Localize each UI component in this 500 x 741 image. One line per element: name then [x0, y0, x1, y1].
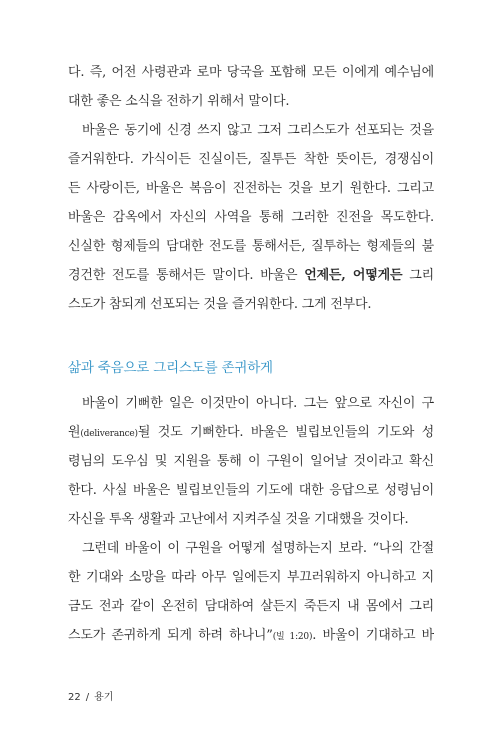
text-line: 다. 즉, 어전 사령관과 로마 당국을 포함해 모든 이에게 예수님에 [68, 65, 434, 80]
text-fragment: 스도가 존귀하게 되게 하려 하나니” [68, 628, 273, 643]
page-number: 22 [68, 692, 81, 703]
paragraph-2 [68, 116, 434, 319]
text-line: 즐거워한다. 가식이든 진실이든, 질투든 착한 뜻이든, 경쟁심이 [68, 152, 434, 167]
text-line: 그런데 바울이 이 구원을 어떻게 설명하는지 보라. “나의 간절 [82, 541, 434, 556]
text-line: 금도 전과 같이 온전히 담대하여 살든지 죽든지 내 몸에서 그리 [68, 599, 434, 614]
paragraph-1 [68, 58, 434, 116]
text-fragment: . 바울이 기대하고 바 [312, 628, 434, 643]
text-line: 바울은 감옥에서 자신의 사역을 통해 그러한 진전을 목도한다. [68, 210, 434, 225]
footer-separator: / [85, 692, 90, 703]
text-fragment: 원 [68, 425, 81, 440]
scripture-reference: (빌 1:20) [272, 632, 313, 642]
text-line-with-emphasis [68, 261, 434, 290]
section-heading: 삶과 죽음으로 그리스도를 존귀하게 [68, 360, 273, 376]
text-line: 자신을 투옥 생활과 고난에서 지켜주실 것을 기대했을 것이다. [68, 512, 409, 527]
text-line: 신실한 형제들의 담대한 전도를 통해서든, 질투하는 형제들의 불 [68, 239, 434, 254]
text-line: 령님의 도우심 및 지원을 통해 이 구원이 일어날 것이라고 확신 [68, 454, 434, 469]
text-line: 대한 좋은 소식을 전하기 위해서 말이다. [68, 94, 290, 109]
text-line-with-note [68, 418, 434, 447]
main-text [68, 58, 434, 319]
main-text-section-2 [68, 389, 434, 650]
text-line: 바울이 기뻐한 일은 이것만이 아니다. 그는 앞으로 자신이 구 [82, 396, 434, 411]
english-gloss: (deliverance) [80, 429, 138, 439]
text-line: 한다. 사실 바울은 빌립보인들의 기도에 대한 응답으로 성령님이 [68, 483, 434, 498]
text-line: 한 기대와 소망을 따라 아무 일에든지 부끄러워하지 아니하고 지 [68, 570, 434, 585]
paragraph-3 [68, 389, 434, 534]
emphasis-text: 언제든, 어떻게든 [304, 268, 403, 283]
paragraph-4 [68, 534, 434, 650]
text-fragment: 그리 [402, 268, 434, 283]
text-line-with-reference [68, 621, 434, 650]
text-line: 스도가 참되게 선포되는 것을 즐거워한다. 그게 전부다. [68, 297, 372, 312]
book-title: 용기 [94, 692, 114, 703]
text-fragment: 될 것도 기뻐한다. 바울은 빌립보인들의 기도와 성 [137, 425, 434, 440]
page-footer [68, 688, 113, 703]
text-fragment: 경건한 전도를 통해서든 말이다. 바울은 [68, 268, 305, 283]
text-line: 든 사랑이든, 바울은 복음이 진전하는 것을 보기 원한다. 그리고 [68, 181, 434, 196]
text-line: 바울은 동기에 신경 쓰지 않고 그저 그리스도가 선포되는 것을 [82, 123, 434, 138]
